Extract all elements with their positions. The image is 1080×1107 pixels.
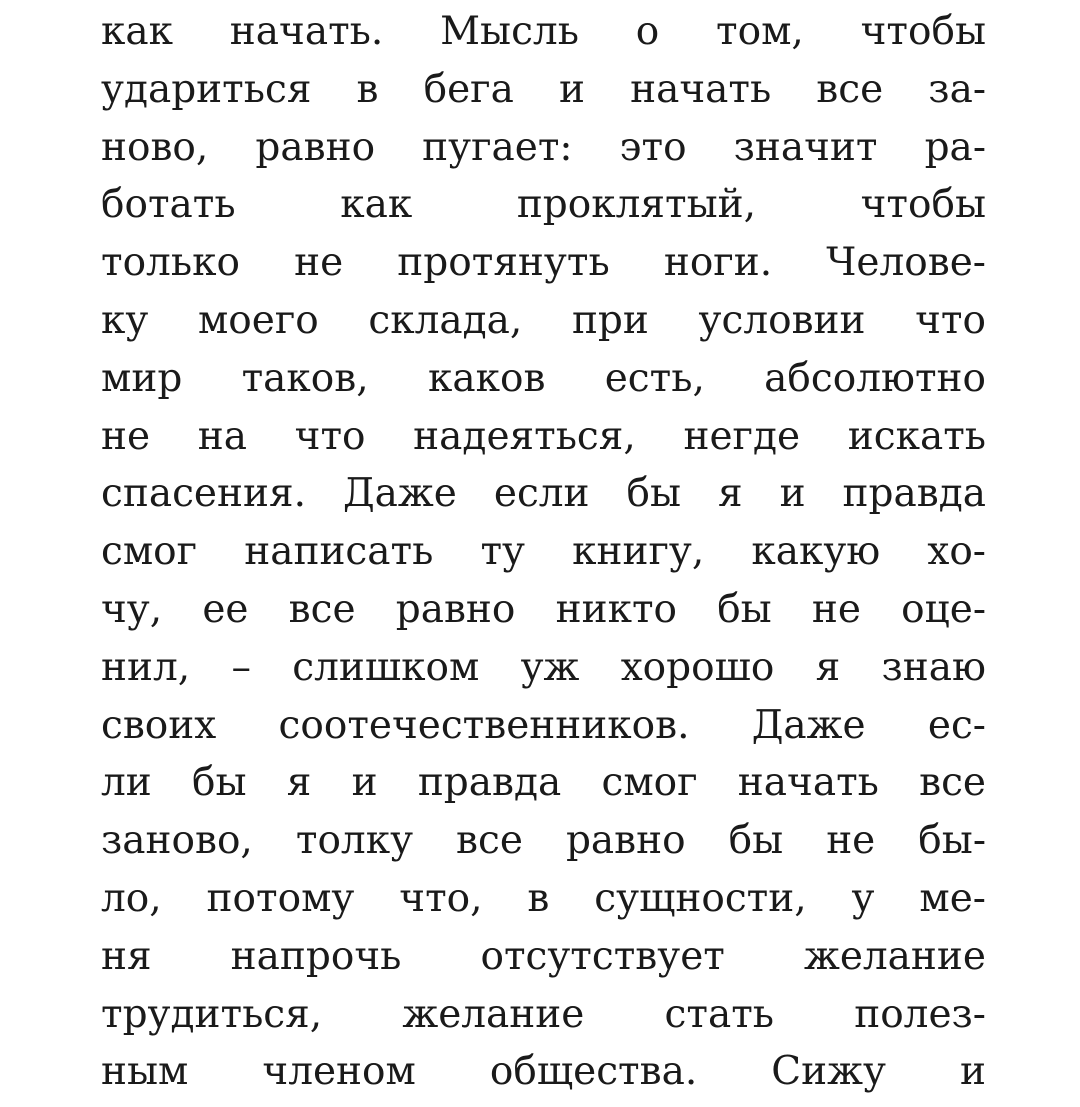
text-line: заново, толку все равно бы не бы- <box>101 818 986 864</box>
text-line: ботать как проклятый, чтобы <box>101 182 986 228</box>
text-line: нил, – слишком уж хорошо я знаю <box>101 644 986 690</box>
text-line: удариться в бега и начать все за- <box>101 66 986 112</box>
text-line: ново, равно пугает: это значит ра- <box>101 124 986 170</box>
text-line: мир таков, каков есть, абсолютно <box>101 355 986 401</box>
text-line: смог написать ту книгу, какую хо- <box>101 529 986 575</box>
text-line: только не протянуть ноги. Челове- <box>101 240 986 286</box>
text-line: ло, потому что, в сущности, у ме- <box>101 875 986 921</box>
text-line: чу, ее все равно никто бы не оце- <box>101 586 986 632</box>
text-line: не на что надеяться, негде искать <box>101 413 986 459</box>
text-line: ку моего склада, при условии что <box>101 297 986 343</box>
text-line: спасения. Даже если бы я и правда <box>101 471 986 517</box>
text-line: ли бы я и правда смог начать все <box>101 760 986 806</box>
text-line: своих соотечественников. Даже ес- <box>101 702 986 748</box>
text-line: ным членом общества. Сижу и <box>101 1049 986 1095</box>
text-line: ня напрочь отсутствует желание <box>101 933 986 979</box>
paragraph-text <box>101 3 986 1101</box>
text-line: как начать. Мысль о том, чтобы <box>101 9 986 54</box>
text-line: трудиться, желание стать полез- <box>101 991 986 1037</box>
